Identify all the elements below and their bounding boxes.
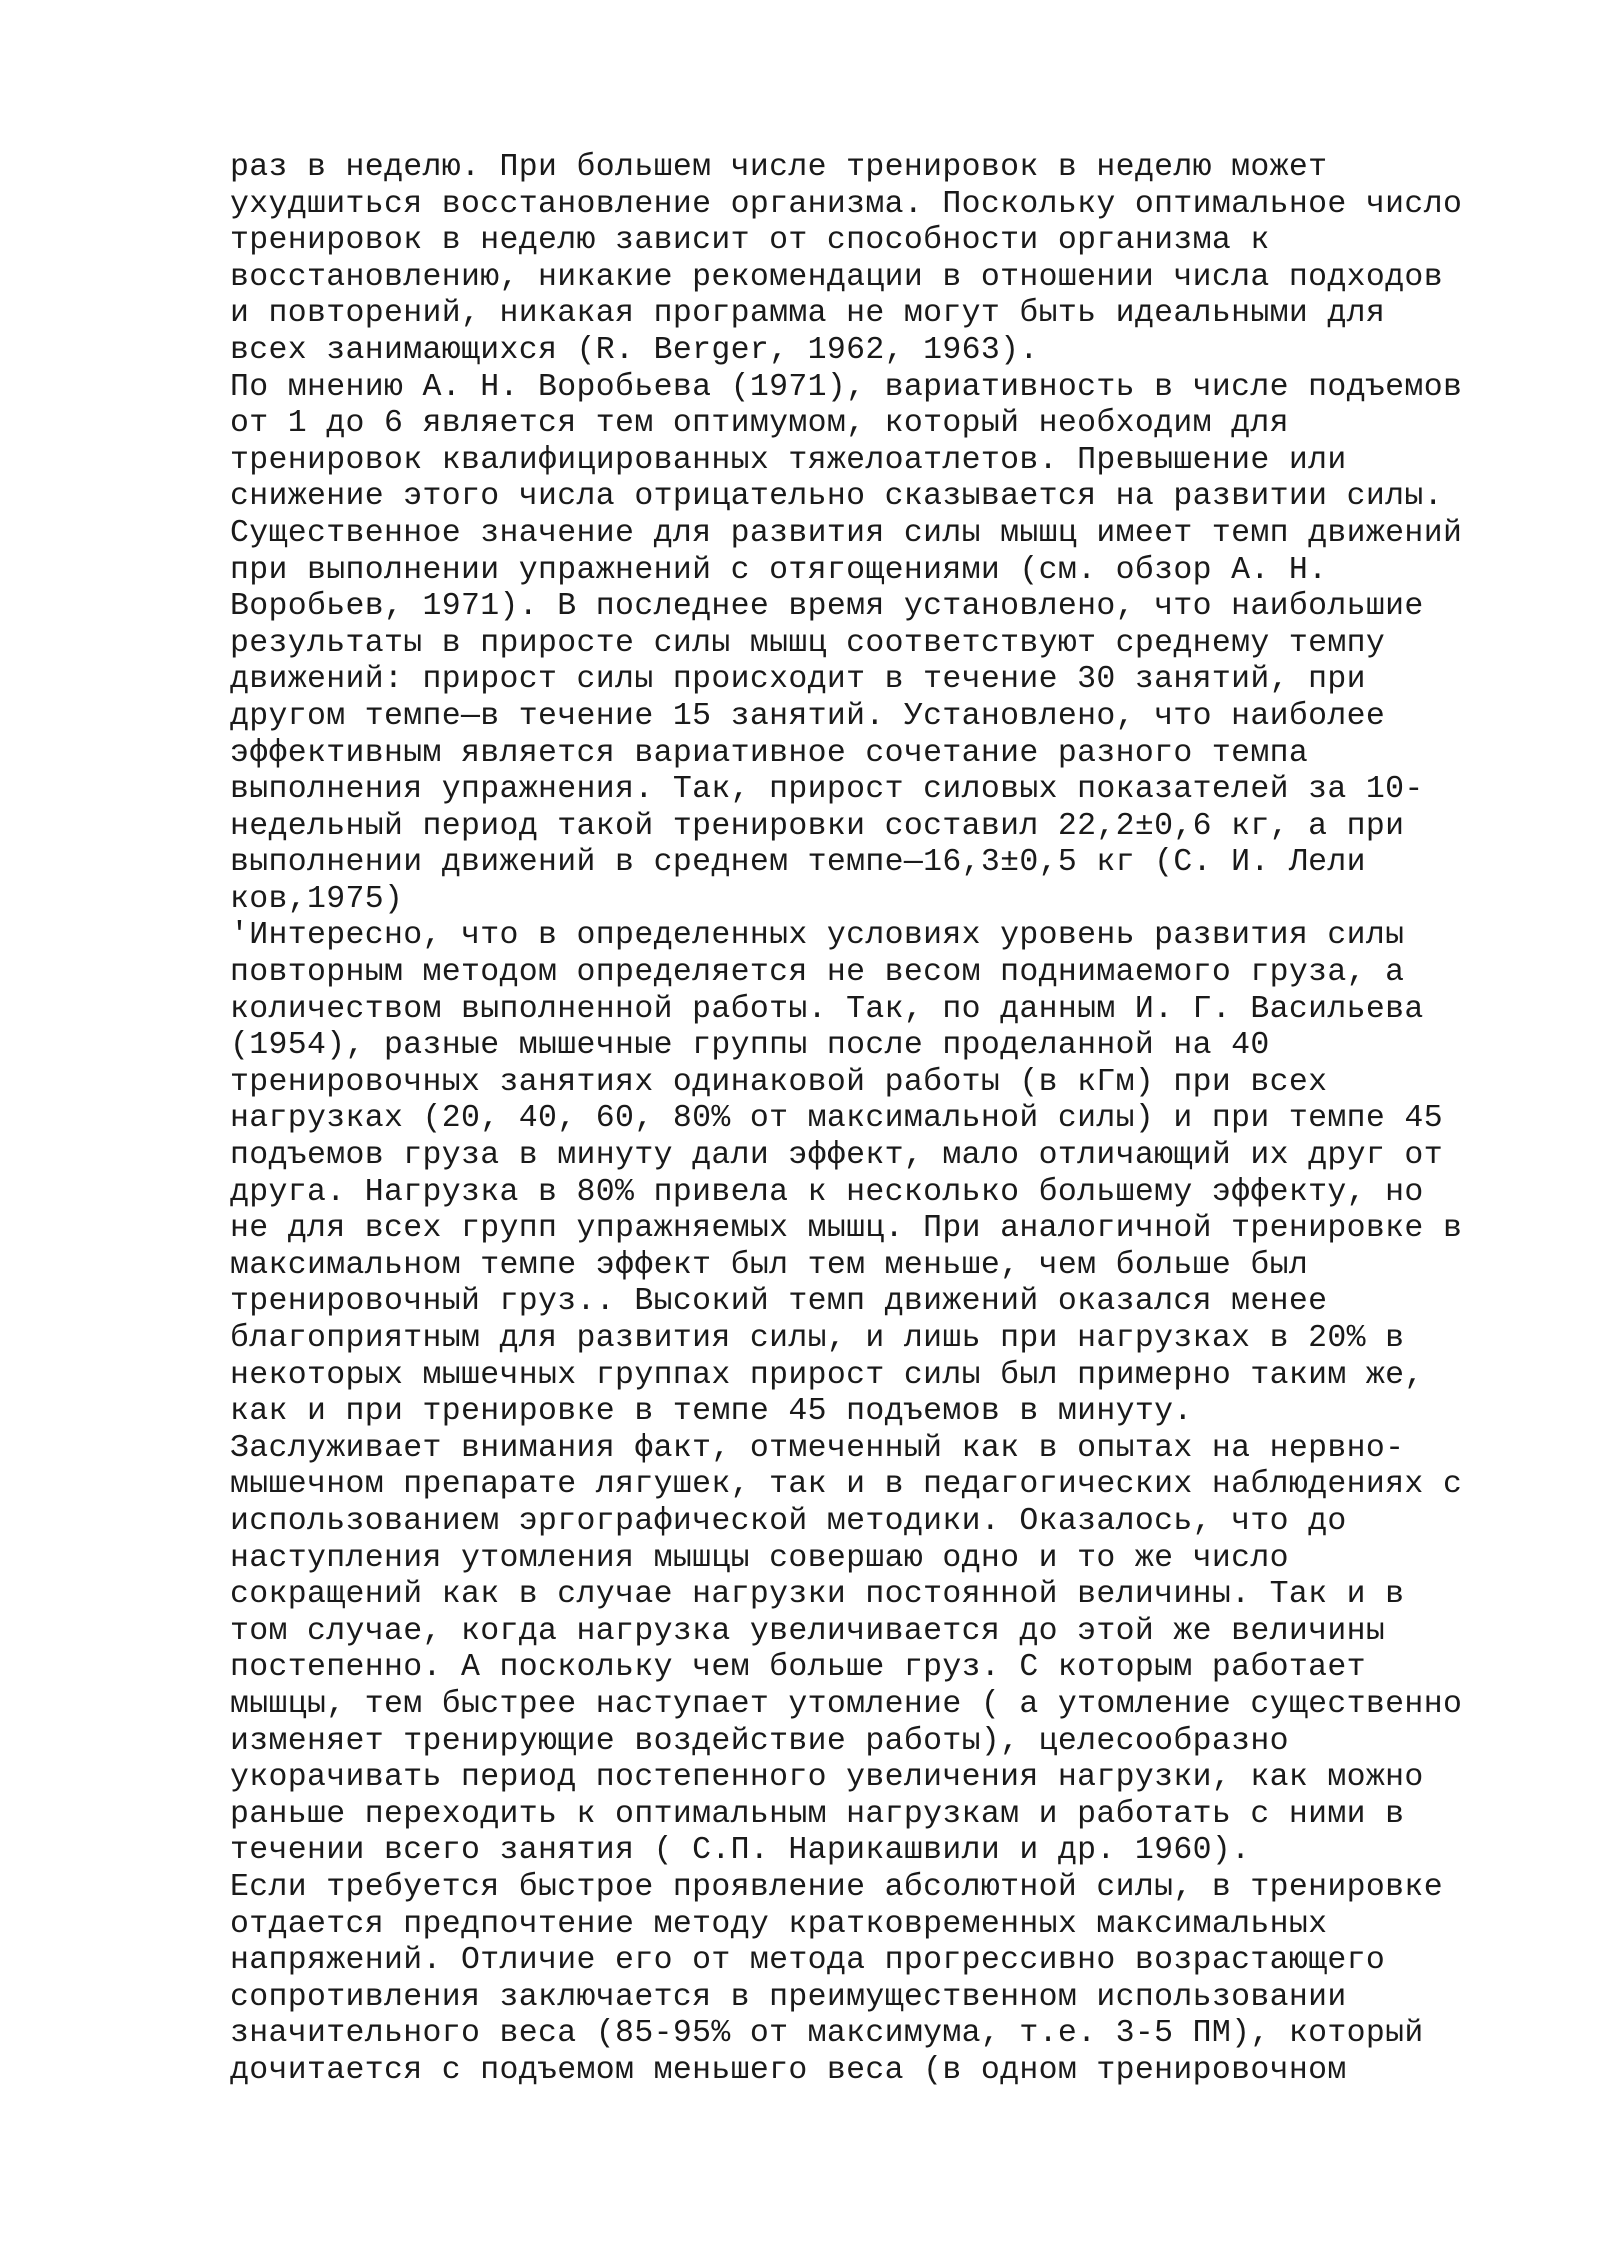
text-line: при выполнении упражнений с отягощениями (см. обзор А. Н. [230,552,1328,588]
text-line: тренировочных занятиях одинаковой работы (в кГм) при всех [230,1064,1328,1100]
text-line: ухудшиться восстановление организма. Поскольку оптимальное число [230,186,1463,222]
text-line: использованием эргографической методики. Оказалось, что до [230,1503,1347,1539]
text-line: как и при тренировке в темпе 45 подъемов в минуту. [230,1394,1193,1430]
text-line: результаты в приросте силы мышц соответствуют среднему темпу [230,625,1386,661]
text-line: ков,1975) [230,881,404,917]
text-line: друга. Нагрузка в 80% привела к несколько большему эффекту, но [230,1174,1424,1210]
text-line: укорачивать период постепенного увеличения нагрузки, как можно [230,1760,1424,1796]
text-line: движений: прирост силы происходит в течение 30 занятий, при [230,662,1366,698]
text-line: сопротивления заключается в преимущественном использовании [230,1979,1347,2015]
text-line: восстановлению, никакие рекомендации в отношении числа подходов [230,259,1443,295]
text-line: тренировок квалифицированных тяжелоатлетов. Превышение или [230,442,1347,478]
text-line: не для всех групп упражняемых мышц. При аналогичной тренировке в [230,1211,1463,1247]
text-line: недельный период такой тренировки составил 22,2±0,6 кг, а при [230,808,1405,844]
text-line: течении всего занятия ( С.П. Нарикашвили и др. 1960). [230,1833,1251,1869]
text-line: другом темпе—в течение 15 занятий. Установлено, что наиболее [230,698,1386,734]
body-text [230,150,1530,2089]
text-line: от 1 до 6 является тем оптимумом, который необходим для [230,406,1289,442]
text-line: подъемов груза в минуту дали эффект, мало отличающий их друг от [230,1138,1443,1174]
text-line: раньше переходить к оптимальным нагрузкам и работать с ними в [230,1796,1405,1832]
text-line: значительного веса (85-95% от максимума, т.е. 3-5 ПМ), который [230,2016,1424,2052]
text-line: том случае, когда нагрузка увеличивается до этой же величины [230,1613,1386,1649]
text-line: повторным методом определяется не весом поднимаемого груза, а [230,955,1405,991]
text-line: нагрузках (20, 40, 60, 80% от максимальной силы) и при темпе 45 [230,1101,1443,1137]
text-line: некоторых мышечных группах прирост силы был примерно таким же, [230,1357,1424,1393]
text-line: раз в неделю. При большем числе тренировок в неделю может [230,150,1328,185]
text-line: Если требуется быстрое проявление абсолютной силы, в тренировке [230,1869,1443,1905]
text-line: сокращений как в случае нагрузки постоянной величины. Так и в [230,1577,1405,1613]
text-line: максимальном темпе эффект был тем меньше, чем больше был [230,1247,1309,1283]
text-line: всех занимающихся (R. Berger, 1962, 1963). [230,332,1039,368]
document-page [230,150,1530,2089]
text-line: дочитается с подъемом меньшего веса (в одном тренировочном [230,2052,1347,2088]
text-line: Воробьев, 1971). В последнее время установлено, что наибольшие [230,589,1424,625]
text-line: эффективным является вариативное сочетание разного темпа [230,735,1309,771]
text-line: (1954), разные мышечные группы после проделанной на 40 [230,1028,1270,1064]
text-line: выполнении движений в среднем темпе—16,3±0,5 кг (С. И. Лели [230,845,1366,881]
text-line: благоприятным для развития силы, и лишь при нагрузках в 20% в [230,1321,1405,1356]
text-line: и повторений, никакая программа не могут быть идеальными для [230,296,1386,332]
text-line: Заслуживает внимания факт, отмеченный как в опытах на нервно- [230,1430,1405,1466]
text-line: постепенно. А поскольку чем больше груз. С которым работает [230,1650,1366,1686]
text-line: выполнения упражнения. Так, прирост силовых показателей за 10- [230,772,1424,808]
text-line: тренировочный груз.. Высокий темп движений оказался менее [230,1284,1328,1320]
text-line: По мнению А. Н. Воробьева (1971), вариативность в числе подъемов [230,369,1463,405]
text-line: тренировок в неделю зависит от способности организма к [230,223,1270,259]
text-line: 'Интересно, что в определенных условиях уровень развития силы [230,918,1405,954]
text-line: наступления утомления мышцы совершаю одно и то же число [230,1540,1289,1576]
text-line: Существенное значение для развития силы мышц имеет темп движений [230,515,1463,551]
text-line: отдается предпочтение методу кратковременных максимальных [230,1906,1328,1942]
text-line: напряжений. Отличие его от метода прогрессивно возрастающего [230,1943,1386,1979]
text-line: снижение этого числа отрицательно сказывается на развитии силы. [230,479,1443,515]
text-line: мышцы, тем быстрее наступает утомление ( а утомление существенно [230,1686,1463,1722]
text-line: количеством выполненной работы. Так, по данным И. Г. Васильева [230,991,1424,1027]
text-line: изменяет тренирующие воздействие работы), целесообразно [230,1723,1289,1759]
text-line: мышечном препарате лягушек, так и в педагогических наблюдениях с [230,1467,1463,1503]
